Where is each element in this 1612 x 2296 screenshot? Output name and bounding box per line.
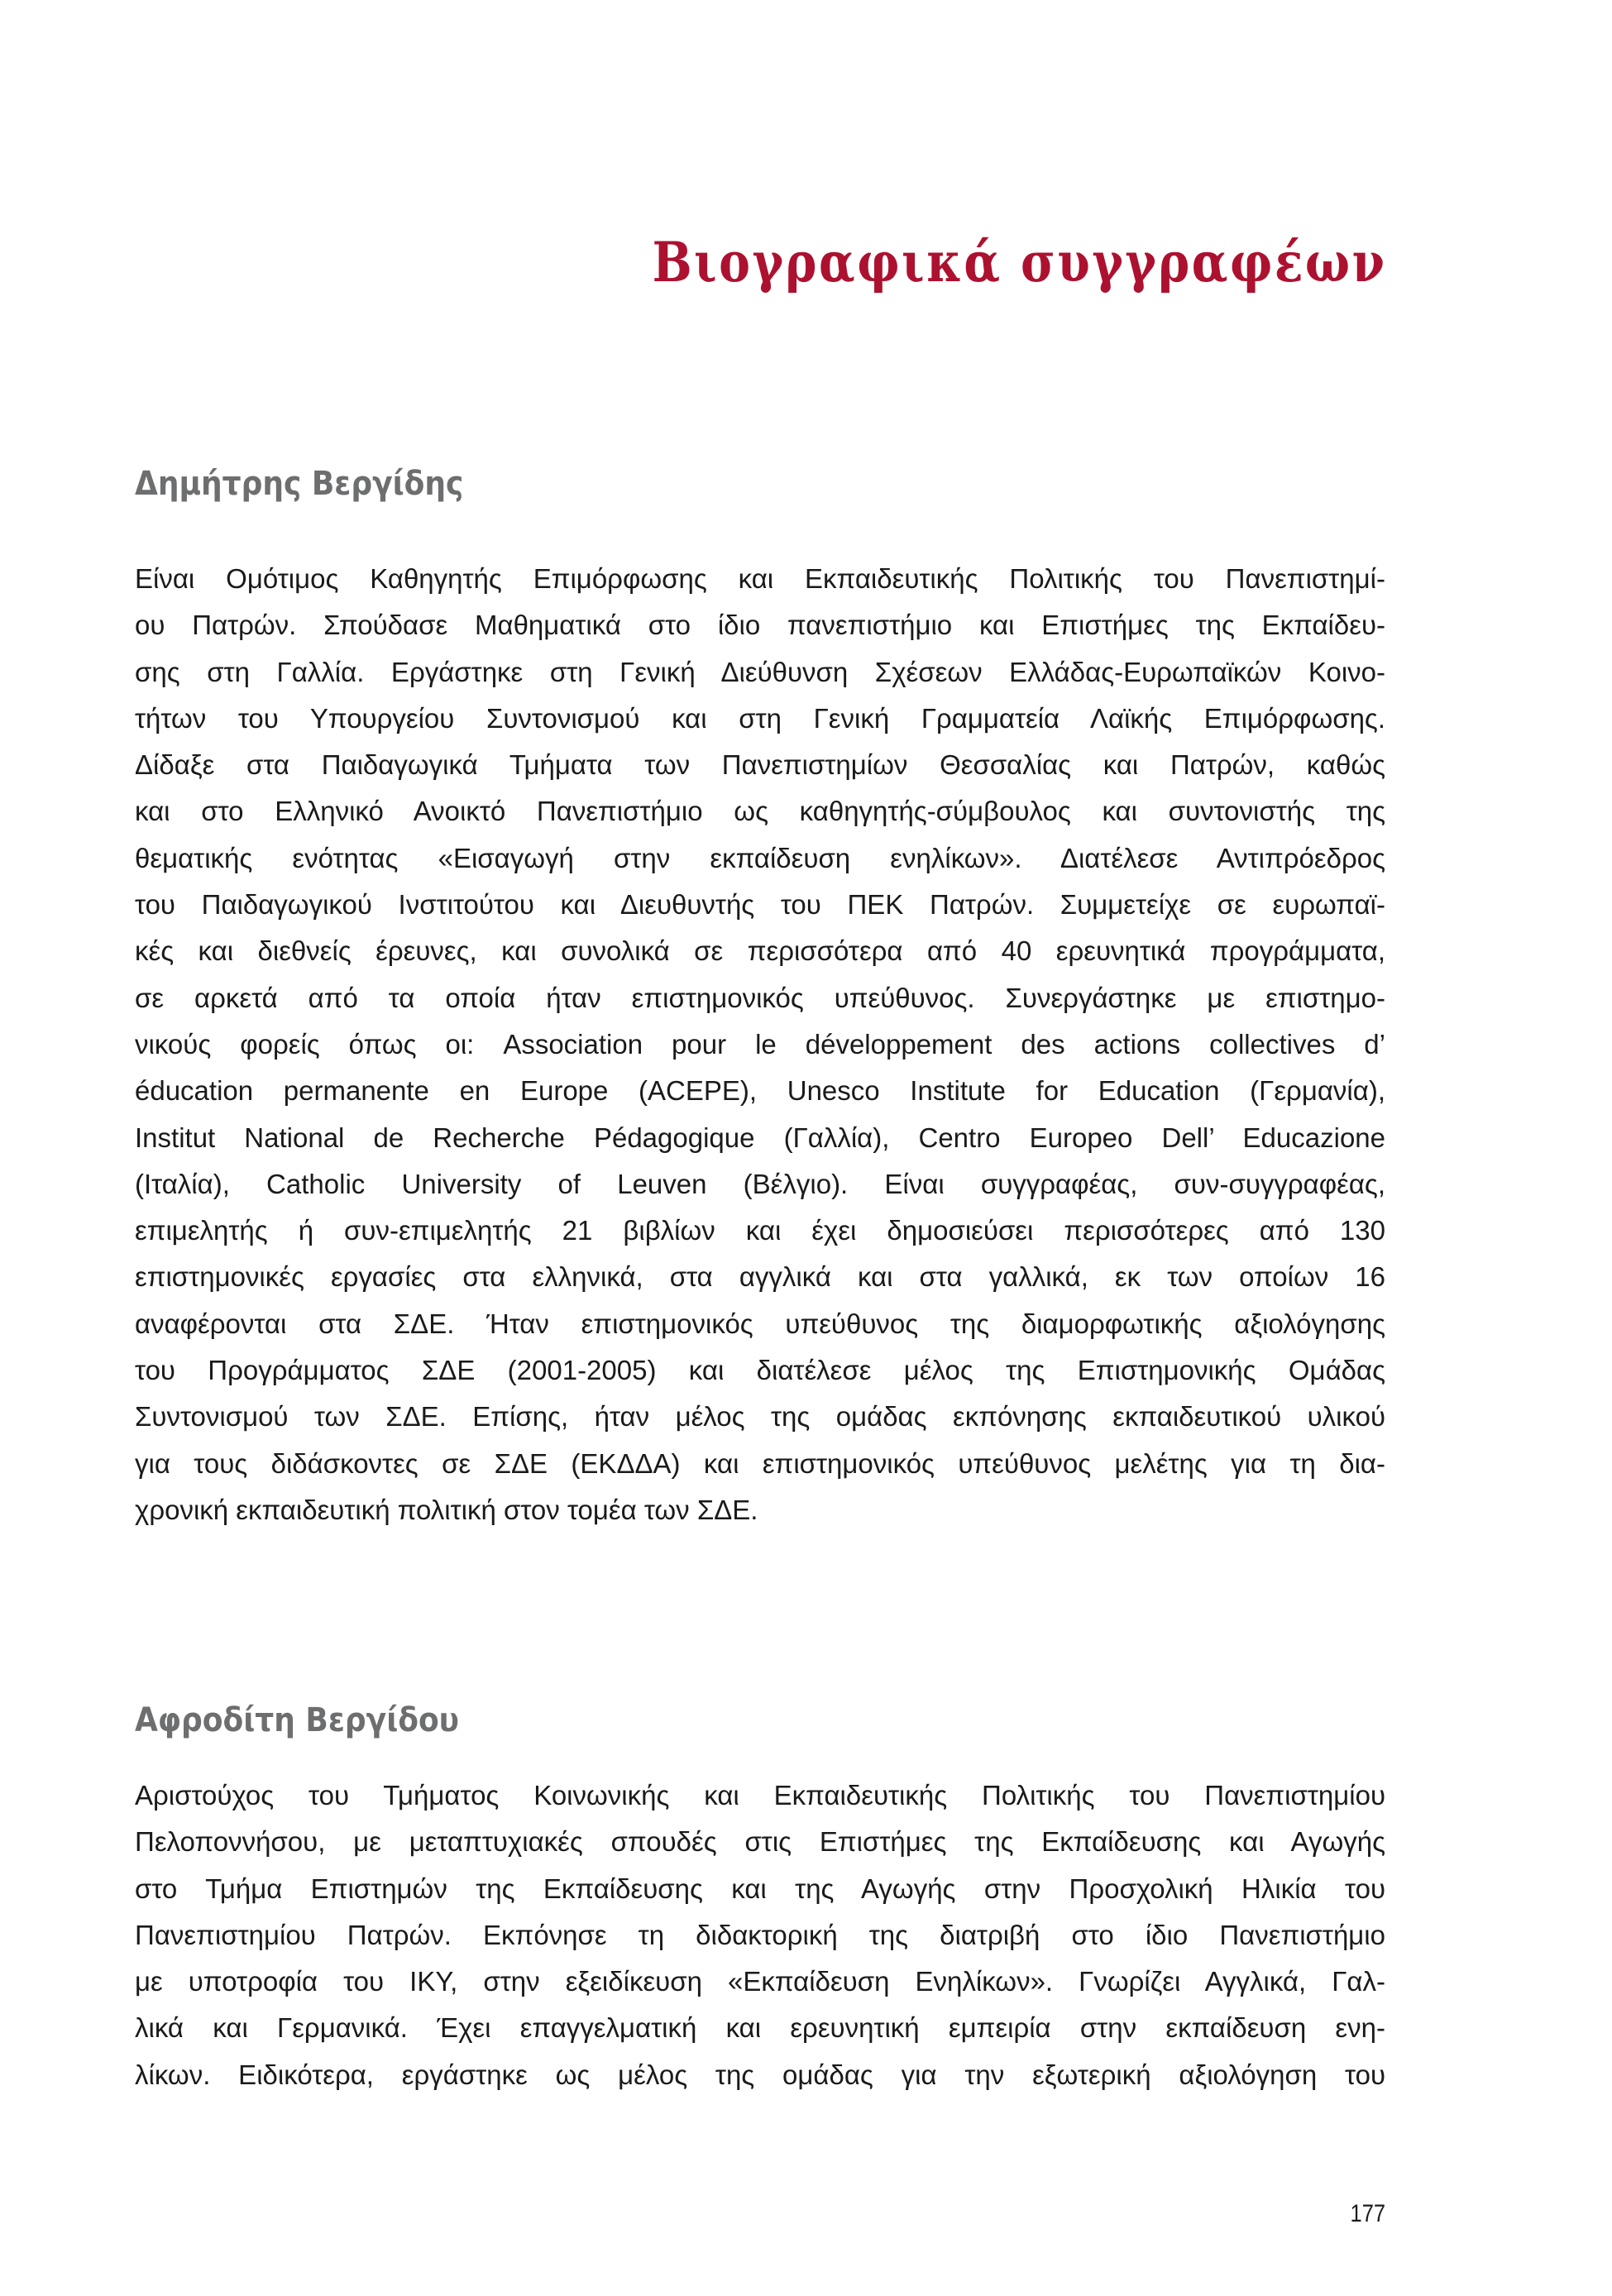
text-line: Πελοποννήσου, με μεταπτυχιακές σπουδές στις Επιστήμες της Εκπαίδευσης και Αγωγής: [135, 1826, 1385, 1858]
page-number: 177: [1350, 2200, 1385, 2227]
text-line: Δίδαξε στα Παιδαγωγικά Τμήματα των Πανεπιστημίων Θεσσαλίας και Πατρών, καθώς: [135, 749, 1385, 781]
section-heading-dimitris-vergidis: Δημήτρης Βεργίδης: [135, 465, 464, 503]
biography-paragraph-dimitris-vergidis: [135, 556, 1385, 1533]
text-line: ου Πατρών. Σπούδασε Μαθηματικά στο ίδιο πανεπιστήμιο και Επιστήμες της Εκπαίδευ-: [135, 610, 1385, 641]
text-line: Αριστούχος του Τμήματος Κοινωνικής και Εκπαιδευτικής Πολιτικής του Πανεπιστημίου: [135, 1780, 1385, 1810]
text-line: αναφέρονται στα ΣΔΕ. Ήταν επιστημονικός υπεύθυνος της διαμορφωτικής αξιολόγησης: [135, 1308, 1385, 1339]
text-line: κές και διεθνείς έρευνες, και συνολικά σε περισσότερα από 40 ερευνητικά προγράμματα,: [135, 935, 1385, 967]
text-line: τήτων του Υπουργείου Συντονισμού και στη Γενική Γραμματεία Λαϊκής Επιμόρφωσης.: [135, 702, 1385, 734]
text-line: για τους διδάσκοντες σε ΣΔΕ (ΕΚΔΔΑ) και επιστημονικός υπεύθυνος μελέτης για τη δια-: [135, 1447, 1385, 1479]
text-line: με υποτροφία του ΙΚΥ, στην εξειδίκευση «Εκπαίδευση Ενηλίκων». Γνωρίζει Αγγλικά, Γαλ-: [135, 1966, 1385, 1997]
text-line: στο Τμήμα Επιστημών της Εκπαίδευσης και της Αγωγής στην Προσχολική Ηλικία του: [135, 1873, 1385, 1904]
text-line: επιμελητής ή συν-επιμελητής 21 βιβλίων και έχει δημοσιεύσει περισσότερες από 130: [135, 1215, 1385, 1246]
text-line: του Παιδαγωγικού Ινστιτούτου και Διευθυντής του ΠΕΚ Πατρών. Συμμετείχε σε ευρωπαϊ-: [135, 889, 1385, 921]
page-title: Βιογραφικά συγγραφέων: [652, 230, 1387, 294]
section-heading-afroditi-vergidou: Αφροδίτη Βεργίδου: [135, 1701, 459, 1739]
text-line: Πανεπιστημίου Πατρών. Εκπόνησε τη διδακτορική της διατριβή στο ίδιο Πανεπιστήμιο: [135, 1919, 1385, 1950]
text-line: και στο Ελληνικό Ανοικτό Πανεπιστήμιο ως καθηγητής-σύμβουλος και συντονιστής της: [135, 796, 1385, 827]
text-line: Συντονισμού των ΣΔΕ. Επίσης, ήταν μέλος της ομάδας εκπόνησης εκπαιδευτικού υλικού: [135, 1401, 1385, 1433]
text-line: σε αρκετά από τα οποία ήταν επιστημονικός υπεύθυνος. Συνεργάστηκε με επιστημο-: [135, 982, 1385, 1013]
biography-paragraph-afroditi-vergidou: [135, 1772, 1385, 2098]
text-line: Institut National de Recherche Pédagogique (Γαλλία), Centro Europeo Dell’ Educazione: [135, 1122, 1385, 1153]
text-line: Είναι Ομότιμος Καθηγητής Επιμόρφωσης και Εκπαιδευτικής Πολιτικής του Πανεπιστημί-: [135, 563, 1385, 594]
text-line: του Προγράμματος ΣΔΕ (2001-2005) και διατέλεσε μέλος της Επιστημονικής Ομάδας: [135, 1355, 1385, 1386]
text-line: (Ιταλία), Catholic University of Leuven (Βέλγιο). Είναι συγγραφέας, συν-συγγραφέας,: [135, 1168, 1385, 1199]
text-line: éducation permanente en Europe (ACEPE), Unesco Institute for Education (Γερμανία),: [135, 1075, 1385, 1107]
text-line: λίκων. Ειδικότερα, εργάστηκε ως μέλος της ομάδας για την εξωτερική αξιολόγηση του: [135, 2059, 1385, 2090]
text-line: σης στη Γαλλία. Εργάστηκε στη Γενική Διεύθυνση Σχέσεων Ελλάδας-Ευρωπαϊκών Κοινο-: [135, 656, 1385, 687]
text-line: χρονική εκπαιδευτική πολιτική στον τομέα των ΣΔΕ.: [135, 1494, 758, 1525]
text-line: νικούς φορείς όπως οι: Association pour le développement des actions collectives d’: [135, 1028, 1385, 1060]
text-line: θεματικής ενότητας «Εισαγωγή στην εκπαίδευση ενηλίκων». Διατέλεσε Αντιπρόεδρος: [135, 842, 1385, 873]
text-line: επιστημονικές εργασίες στα ελληνικά, στα αγγλικά και στα γαλλικά, εκ των οποίων 16: [135, 1261, 1385, 1293]
text-line: λικά και Γερμανικά. Έχει επαγγελματική και ερευνητική εμπειρία στην εκπαίδευση ενη-: [135, 2012, 1385, 2044]
